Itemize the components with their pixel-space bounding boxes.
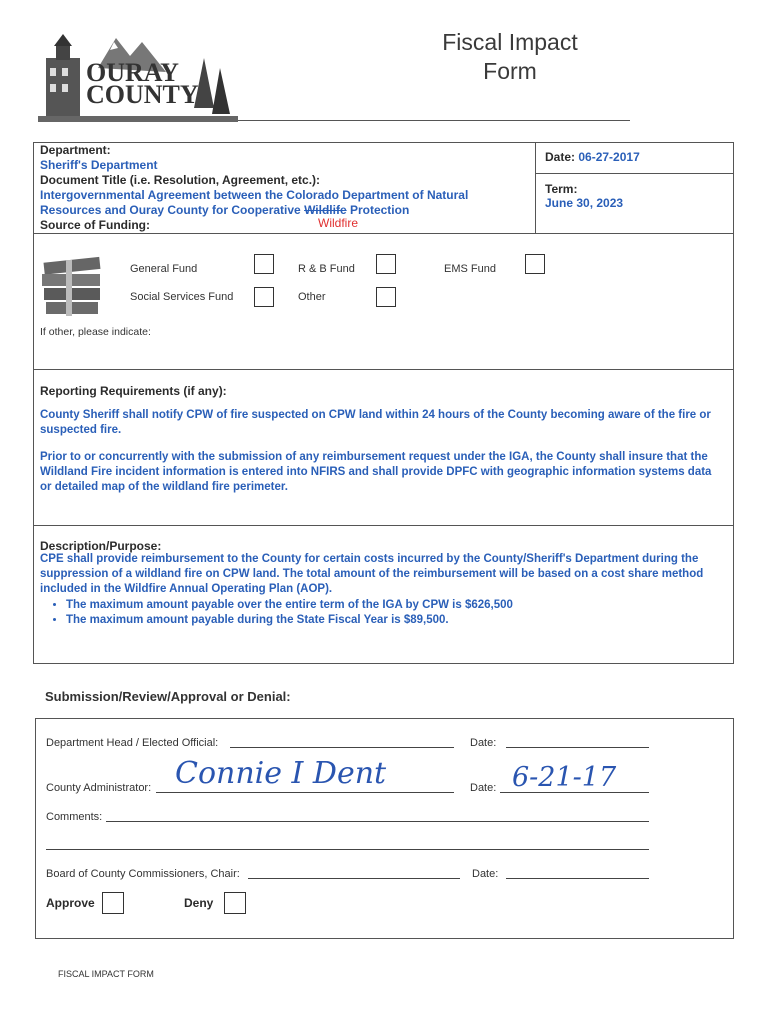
approval-box <box>35 718 734 939</box>
board-chair-signature-line[interactable] <box>248 878 460 879</box>
ems-fund-label: EMS Fund <box>444 263 496 275</box>
county-admin-label: County Administrator: <box>46 782 152 794</box>
county-admin-date-label: Date: <box>470 782 497 794</box>
description-text: CPE shall provide reimbursement to the County for certain costs incurred by the County/Sheriff's Department during the suppression of a wildland fire on CPW land. The total amount of the reimbursement will be based on a cost share method included in the Wildfire Annual Operating Plan (AOP). <box>40 553 704 595</box>
rb-fund-checkbox[interactable] <box>376 254 396 274</box>
ems-fund-checkbox[interactable] <box>525 254 545 274</box>
county-admin-signature: Connie I Dent <box>175 756 387 791</box>
social-services-fund-label: Social Services Fund <box>130 291 234 303</box>
description-bullets <box>22 598 722 628</box>
title-divider <box>238 120 630 121</box>
social-services-fund-checkbox[interactable] <box>254 287 274 307</box>
board-chair-date-label: Date: <box>472 868 499 880</box>
comments-line-1[interactable] <box>106 821 649 822</box>
reporting-paragraph-2: Prior to or concurrently with the submission of any reimbursement request under the IGA, the County shall insure that the Wildland Fire incident information is entered into NFIRS and shall provide DPFC with geographic information systems data or detailed map of the wildland fire perimeter. <box>40 451 712 493</box>
department-value[interactable]: Sheriff's Department <box>40 158 158 172</box>
board-chair-date-line[interactable] <box>506 878 649 879</box>
county-admin-date-value: 6-21-17 <box>512 762 617 793</box>
dept-head-date-label: Date: <box>470 737 497 749</box>
deny-label: Deny <box>184 896 214 910</box>
logo-text-county: COUNTY <box>86 80 199 109</box>
approve-label: Approve <box>46 896 95 910</box>
info-divider-vertical <box>535 142 536 234</box>
term-value[interactable]: June 30, 2023 <box>545 196 624 210</box>
document-title-value-line1[interactable]: Intergovernmental Agreement between the Colorado Department of Natural <box>40 188 469 202</box>
funding-label: Source of Funding: <box>40 218 150 232</box>
bullet-max-term: • The maximum amount payable over the entire term of the IGA by CPW is $626,500 <box>66 598 722 613</box>
comments-line-2[interactable] <box>46 849 649 850</box>
page-title: Fiscal Impact Form <box>442 29 578 84</box>
date-value: 06-27-2017 <box>578 150 640 164</box>
money-icon <box>40 252 106 325</box>
deny-checkbox[interactable] <box>224 892 246 914</box>
rb-fund-label: R & B Fund <box>298 263 355 275</box>
comments-label: Comments: <box>46 811 103 823</box>
reporting-paragraph-1: County Sheriff shall notify CPW of fire suspected on CPW land within 24 hours of the County becoming aware of the fire or suspected fire. <box>40 409 711 436</box>
term-label: Term: <box>545 182 578 196</box>
handwritten-correction: Wildfire <box>318 216 359 230</box>
other-fund-checkbox[interactable] <box>376 287 396 307</box>
logo-text-ouray: OURAY <box>86 58 179 87</box>
department-label: Department: <box>40 143 111 157</box>
dept-head-signature-line[interactable] <box>230 747 454 748</box>
other-indicate-label: If other, please indicate: <box>40 326 151 338</box>
approval-section-title: Submission/Review/Approval or Denial: <box>45 689 291 704</box>
ouray-county-logo <box>38 28 238 124</box>
county-admin-signature-line[interactable] <box>156 792 454 793</box>
date-field: Date: 06-27-2017 <box>545 150 640 164</box>
approve-checkbox[interactable] <box>102 892 124 914</box>
info-divider-horizontal <box>535 173 734 174</box>
document-title-label: Document Title (i.e. Resolution, Agreement, etc.): <box>40 173 321 187</box>
description-label: Description/Purpose: <box>40 539 162 553</box>
struck-word: Wildlife <box>304 203 347 217</box>
document-title-value-line2[interactable]: Resources and Ouray County for Cooperative Wildlife Protection <box>40 203 410 217</box>
dept-head-label: Department Head / Elected Official: <box>46 737 219 749</box>
general-fund-checkbox[interactable] <box>254 254 274 274</box>
bullet-max-fiscal-year: • The maximum amount payable during the State Fiscal Year is $89,500. <box>66 613 722 628</box>
footer-text: FISCAL IMPACT FORM <box>58 969 154 979</box>
other-fund-label: Other <box>298 291 326 303</box>
general-fund-label: General Fund <box>130 263 198 275</box>
reporting-label: Reporting Requirements (if any): <box>40 384 227 398</box>
dept-head-date-line[interactable] <box>506 747 649 748</box>
board-chair-label: Board of County Commissioners, Chair: <box>46 868 240 880</box>
